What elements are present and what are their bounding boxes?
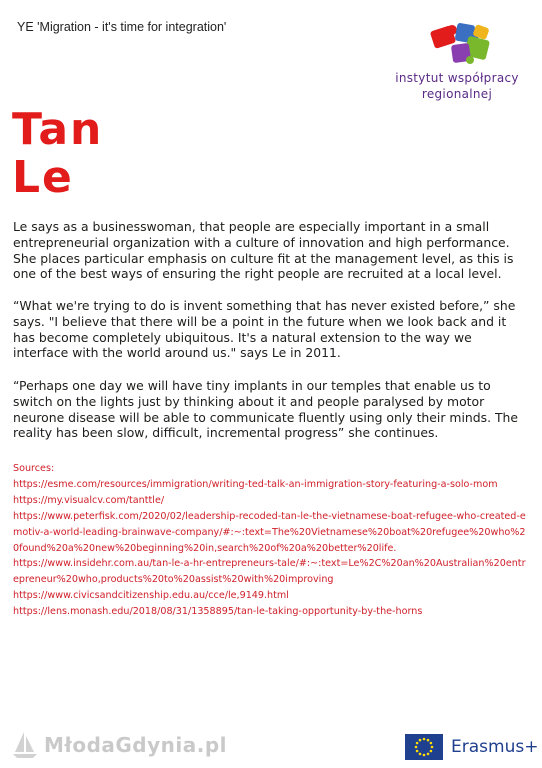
puzzle-pieces-icon: [430, 22, 494, 70]
erasmus-logo: [405, 732, 538, 762]
institute-logo: [382, 22, 532, 112]
source-link-1[interactable]: https://esme.com/resources/immigration/writing-ted-talk-an-immigration-story-featuring-a-solo-mom: [13, 478, 498, 490]
first-name: Tan: [12, 104, 104, 155]
document-header-title: YE 'Migration - it's time for integration': [17, 20, 227, 34]
watermark: [12, 727, 227, 763]
logo-text: [382, 70, 532, 102]
source-link-3[interactable]: https://www.peterfisk.com/2020/02/leadership-recoded-tan-le-the-vietnamese-boat-refugee-who-created-emotiv-a-world-leading-brainwave-company/#:~:text=The%20Vietnamese%20boat%20refugee%20who%20found%20a%20new%20beginning%20in,search%20of%20a%20better%20life.: [13, 510, 526, 554]
source-link-6[interactable]: https://lens.monash.edu/2018/08/31/1358895/tan-le-taking-opportunity-by-the-horns: [13, 606, 423, 618]
logo-line-1: instytut współpracy: [395, 71, 519, 85]
paragraph-2: “What we're trying to do is invent something that has never existed before,” she says. "I believe that there will be a point in the future when we look back and it has become completely ubiquitous. It's a natural extension to the way we interface with the world around us." says Le in 2011.: [13, 298, 516, 361]
last-name: Le: [12, 152, 74, 203]
source-link-5[interactable]: https://www.civicsandcitizenship.edu.au/cce/le,9149.html: [13, 590, 289, 602]
watermark-text: MłodaGdynia.pl: [44, 733, 228, 757]
paragraph-1: Le says as a businesswoman, that people are especially important in a small entrepreneurial organization with a culture of innovation and high performance. She places particular emphasis on culture fit at the management level, as this is one of the best ways of ensuring the right people are recruited at a local level.: [13, 219, 514, 282]
sources-heading: Sources:: [13, 463, 55, 474]
erasmus-text: Erasmus+: [451, 737, 539, 757]
source-link-2[interactable]: https://my.visualcv.com/tanttle/: [13, 494, 165, 506]
source-link-4[interactable]: https://www.insidehr.com.au/tan-le-a-hr-entrepreneurs-tale/#:~:text=Le%2C%20an%20Australian%20entrepreneur%20who,products%20to%20assist%20with%20improving: [13, 558, 526, 586]
paragraph-3: “Perhaps one day we will have tiny implants in our temples that enable us to switch on the lights just by thinking about it and people paralysed by motor neurone disease will be able to communicate fluently using only their minds. The reality has been slow, difficult, incremental progress” she continues.: [13, 378, 518, 441]
logo-line-2: regionalnej: [421, 87, 493, 101]
eu-flag-icon: [405, 734, 443, 760]
person-name-heading: [12, 106, 103, 202]
sources-section: [13, 461, 529, 620]
sailboat-icon: [12, 730, 38, 760]
